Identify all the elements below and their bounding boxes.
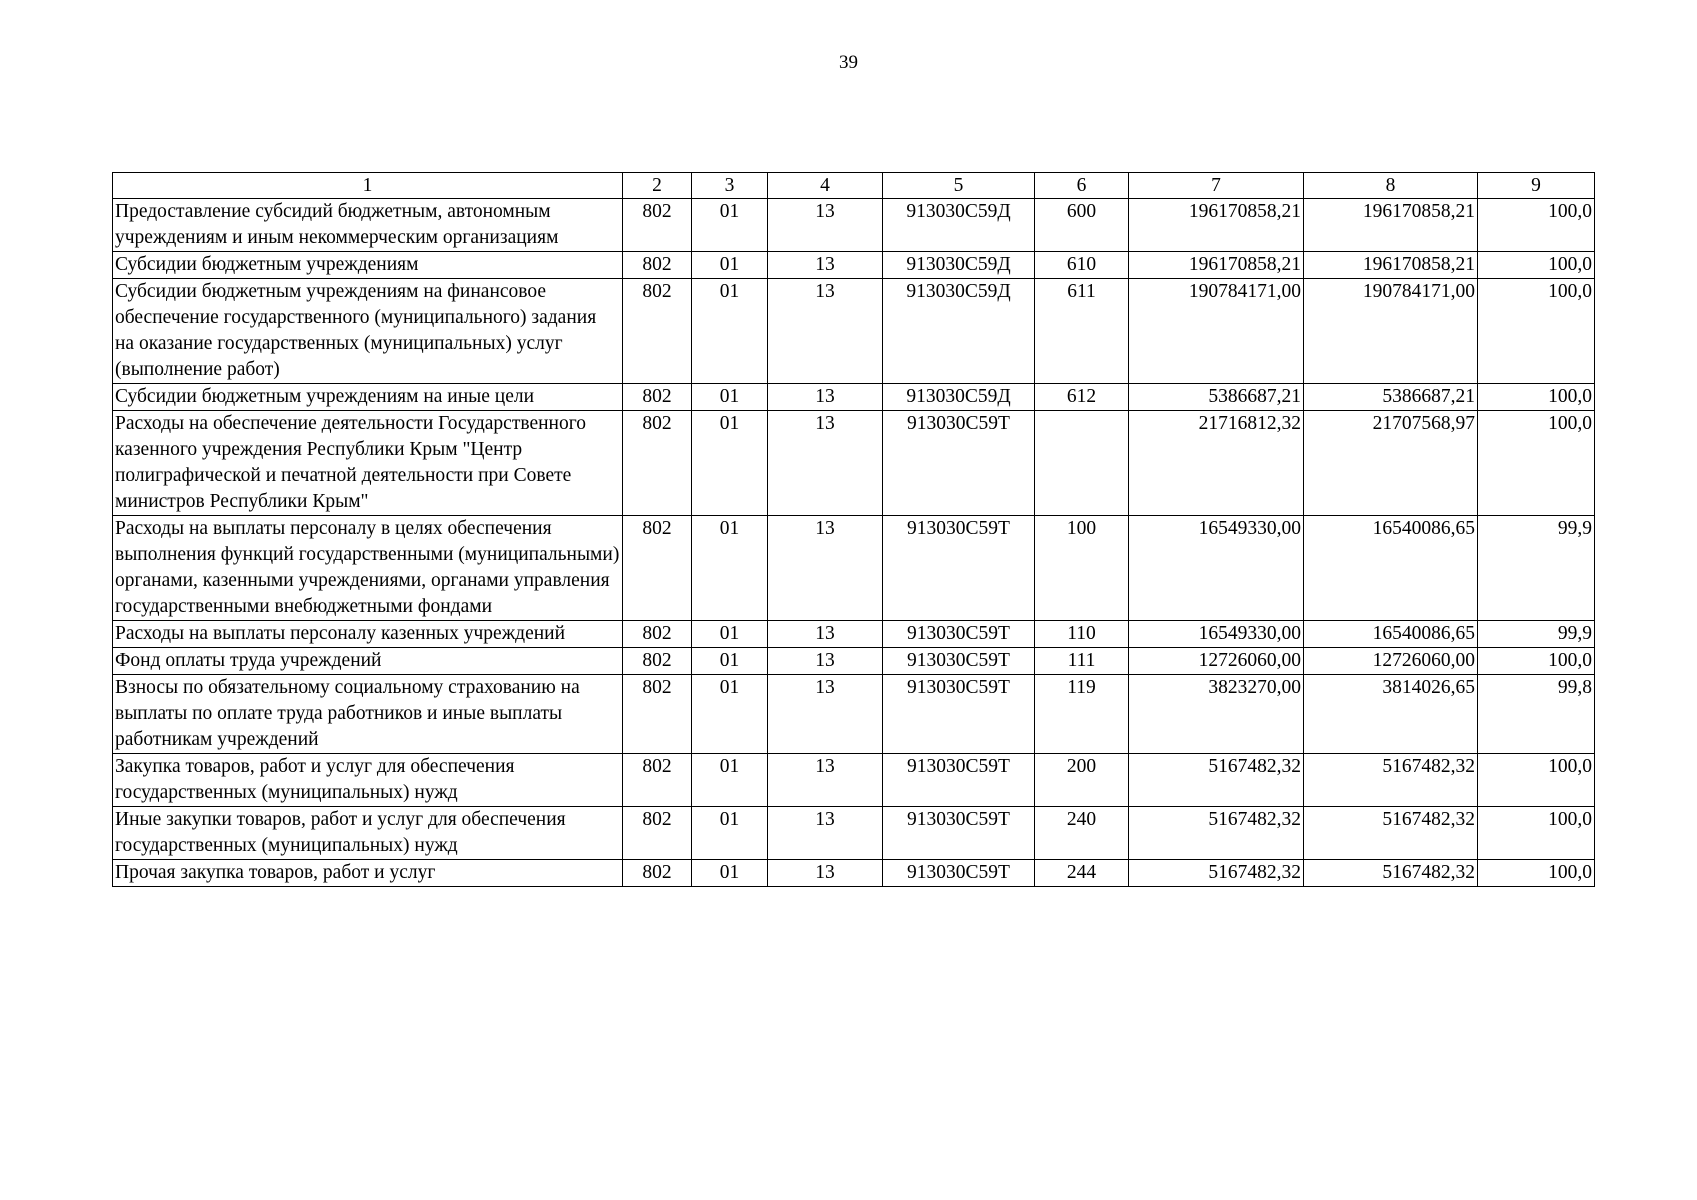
row-percent: 100,0 bbox=[1478, 754, 1595, 807]
table-row bbox=[113, 621, 1595, 648]
row-name: Прочая закупка товаров, работ и услуг bbox=[113, 860, 623, 887]
row-code-3: 01 bbox=[692, 754, 768, 807]
row-code-4: 13 bbox=[768, 807, 883, 860]
row-code-6: 600 bbox=[1035, 199, 1129, 252]
table-row bbox=[113, 411, 1595, 516]
row-code-6: 612 bbox=[1035, 384, 1129, 411]
row-amount-8: 3814026,65 bbox=[1304, 675, 1478, 754]
header-cell: 9 bbox=[1478, 173, 1595, 199]
row-amount-8: 5167482,32 bbox=[1304, 754, 1478, 807]
table-row bbox=[113, 807, 1595, 860]
row-amount-7: 16549330,00 bbox=[1129, 516, 1304, 621]
row-amount-7: 5386687,21 bbox=[1129, 384, 1304, 411]
page-number: 39 bbox=[839, 52, 858, 73]
row-code-6: 244 bbox=[1035, 860, 1129, 887]
table-row bbox=[113, 384, 1595, 411]
row-code-3: 01 bbox=[692, 384, 768, 411]
row-code-3: 01 bbox=[692, 621, 768, 648]
header-cell: 3 bbox=[692, 173, 768, 199]
table-row bbox=[113, 252, 1595, 279]
row-code-2: 802 bbox=[623, 621, 692, 648]
table-row bbox=[113, 516, 1595, 621]
row-percent: 100,0 bbox=[1478, 279, 1595, 384]
row-code-2: 802 bbox=[623, 411, 692, 516]
row-name: Расходы на выплаты персоналу в целях обеспечения выполнения функций государственными (муниципальными) органами, казенными учреждениями, органами управления государственными внебюджетными фондами bbox=[113, 516, 623, 621]
row-code-4: 13 bbox=[768, 621, 883, 648]
row-name: Иные закупки товаров, работ и услуг для обеспечения государственных (муниципальных) нужд bbox=[113, 807, 623, 860]
row-code-5: 913030С59Д bbox=[883, 384, 1035, 411]
row-percent: 100,0 bbox=[1478, 411, 1595, 516]
row-code-6: 111 bbox=[1035, 648, 1129, 675]
row-code-4: 13 bbox=[768, 252, 883, 279]
row-amount-8: 196170858,21 bbox=[1304, 252, 1478, 279]
row-code-4: 13 bbox=[768, 199, 883, 252]
row-code-4: 13 bbox=[768, 411, 883, 516]
row-percent: 100,0 bbox=[1478, 860, 1595, 887]
row-amount-7: 196170858,21 bbox=[1129, 199, 1304, 252]
table-row bbox=[113, 860, 1595, 887]
row-code-4: 13 bbox=[768, 860, 883, 887]
row-code-6: 100 bbox=[1035, 516, 1129, 621]
row-amount-7: 5167482,32 bbox=[1129, 754, 1304, 807]
row-code-5: 913030С59Т bbox=[883, 754, 1035, 807]
table-row bbox=[113, 675, 1595, 754]
row-amount-7: 12726060,00 bbox=[1129, 648, 1304, 675]
table-row bbox=[113, 648, 1595, 675]
row-code-6 bbox=[1035, 411, 1129, 516]
row-code-4: 13 bbox=[768, 648, 883, 675]
row-code-4: 13 bbox=[768, 384, 883, 411]
row-code-3: 01 bbox=[692, 252, 768, 279]
header-cell: 7 bbox=[1129, 173, 1304, 199]
row-percent: 100,0 bbox=[1478, 199, 1595, 252]
header-cell: 6 bbox=[1035, 173, 1129, 199]
row-code-6: 110 bbox=[1035, 621, 1129, 648]
row-percent: 99,9 bbox=[1478, 621, 1595, 648]
row-code-5: 913030С59Т bbox=[883, 648, 1035, 675]
row-code-2: 802 bbox=[623, 754, 692, 807]
header-cell: 2 bbox=[623, 173, 692, 199]
header-cell: 8 bbox=[1304, 173, 1478, 199]
row-code-2: 802 bbox=[623, 279, 692, 384]
row-name: Взносы по обязательному социальному страхованию на выплаты по оплате труда работников и иные выплаты работникам учреждений bbox=[113, 675, 623, 754]
row-code-5: 913030С59Т bbox=[883, 516, 1035, 621]
row-name: Субсидии бюджетным учреждениям bbox=[113, 252, 623, 279]
row-name: Закупка товаров, работ и услуг для обеспечения государственных (муниципальных) нужд bbox=[113, 754, 623, 807]
row-code-5: 913030С59Т bbox=[883, 807, 1035, 860]
row-code-2: 802 bbox=[623, 675, 692, 754]
row-code-5: 913030С59Т bbox=[883, 411, 1035, 516]
row-amount-7: 5167482,32 bbox=[1129, 807, 1304, 860]
row-amount-8: 21707568,97 bbox=[1304, 411, 1478, 516]
row-percent: 100,0 bbox=[1478, 648, 1595, 675]
row-percent: 99,9 bbox=[1478, 516, 1595, 621]
row-name: Фонд оплаты труда учреждений bbox=[113, 648, 623, 675]
row-code-3: 01 bbox=[692, 675, 768, 754]
table-row bbox=[113, 279, 1595, 384]
table-row bbox=[113, 754, 1595, 807]
row-amount-8: 5386687,21 bbox=[1304, 384, 1478, 411]
row-code-2: 802 bbox=[623, 252, 692, 279]
row-amount-8: 5167482,32 bbox=[1304, 807, 1478, 860]
row-code-2: 802 bbox=[623, 199, 692, 252]
row-code-3: 01 bbox=[692, 199, 768, 252]
row-code-5: 913030С59Т bbox=[883, 621, 1035, 648]
row-name: Субсидии бюджетным учреждениям на финансовое обеспечение государственного (муниципального) задания на оказание государственных (муниципальных) услуг (выполнение работ) bbox=[113, 279, 623, 384]
row-percent: 100,0 bbox=[1478, 807, 1595, 860]
row-percent: 100,0 bbox=[1478, 384, 1595, 411]
row-amount-8: 16540086,65 bbox=[1304, 516, 1478, 621]
row-amount-7: 5167482,32 bbox=[1129, 860, 1304, 887]
row-amount-8: 16540086,65 bbox=[1304, 621, 1478, 648]
row-amount-8: 12726060,00 bbox=[1304, 648, 1478, 675]
row-amount-7: 196170858,21 bbox=[1129, 252, 1304, 279]
row-code-4: 13 bbox=[768, 754, 883, 807]
row-amount-7: 190784171,00 bbox=[1129, 279, 1304, 384]
row-code-5: 913030С59Т bbox=[883, 675, 1035, 754]
row-code-6: 610 bbox=[1035, 252, 1129, 279]
row-code-4: 13 bbox=[768, 675, 883, 754]
row-code-3: 01 bbox=[692, 516, 768, 621]
row-code-4: 13 bbox=[768, 279, 883, 384]
row-amount-7: 3823270,00 bbox=[1129, 675, 1304, 754]
header-row bbox=[113, 173, 1595, 199]
header-cell: 1 bbox=[113, 173, 623, 199]
row-code-6: 119 bbox=[1035, 675, 1129, 754]
row-code-5: 913030С59Д bbox=[883, 279, 1035, 384]
row-code-2: 802 bbox=[623, 516, 692, 621]
row-amount-8: 196170858,21 bbox=[1304, 199, 1478, 252]
row-code-3: 01 bbox=[692, 411, 768, 516]
row-name: Субсидии бюджетным учреждениям на иные цели bbox=[113, 384, 623, 411]
row-code-5: 913030С59Д bbox=[883, 252, 1035, 279]
table-row bbox=[113, 199, 1595, 252]
row-name: Предоставление субсидий бюджетным, автономным учреждениям и иным некоммерческим организациям bbox=[113, 199, 623, 252]
row-code-6: 200 bbox=[1035, 754, 1129, 807]
header-cell: 5 bbox=[883, 173, 1035, 199]
row-code-2: 802 bbox=[623, 860, 692, 887]
row-amount-8: 190784171,00 bbox=[1304, 279, 1478, 384]
row-percent: 99,8 bbox=[1478, 675, 1595, 754]
row-code-3: 01 bbox=[692, 279, 768, 384]
row-code-6: 611 bbox=[1035, 279, 1129, 384]
row-code-5: 913030С59Д bbox=[883, 199, 1035, 252]
header-cell: 4 bbox=[768, 173, 883, 199]
row-code-2: 802 bbox=[623, 648, 692, 675]
budget-table bbox=[112, 172, 1595, 887]
row-code-2: 802 bbox=[623, 807, 692, 860]
row-name: Расходы на обеспечение деятельности Государственного казенного учреждения Республики Крым "Центр полиграфической и печатной деятельности при Совете министров Республики Крым" bbox=[113, 411, 623, 516]
row-amount-8: 5167482,32 bbox=[1304, 860, 1478, 887]
row-code-5: 913030С59Т bbox=[883, 860, 1035, 887]
row-code-2: 802 bbox=[623, 384, 692, 411]
row-code-3: 01 bbox=[692, 807, 768, 860]
row-amount-7: 21716812,32 bbox=[1129, 411, 1304, 516]
row-code-3: 01 bbox=[692, 860, 768, 887]
row-code-3: 01 bbox=[692, 648, 768, 675]
row-code-4: 13 bbox=[768, 516, 883, 621]
row-amount-7: 16549330,00 bbox=[1129, 621, 1304, 648]
row-percent: 100,0 bbox=[1478, 252, 1595, 279]
row-name: Расходы на выплаты персоналу казенных учреждений bbox=[113, 621, 623, 648]
row-code-6: 240 bbox=[1035, 807, 1129, 860]
